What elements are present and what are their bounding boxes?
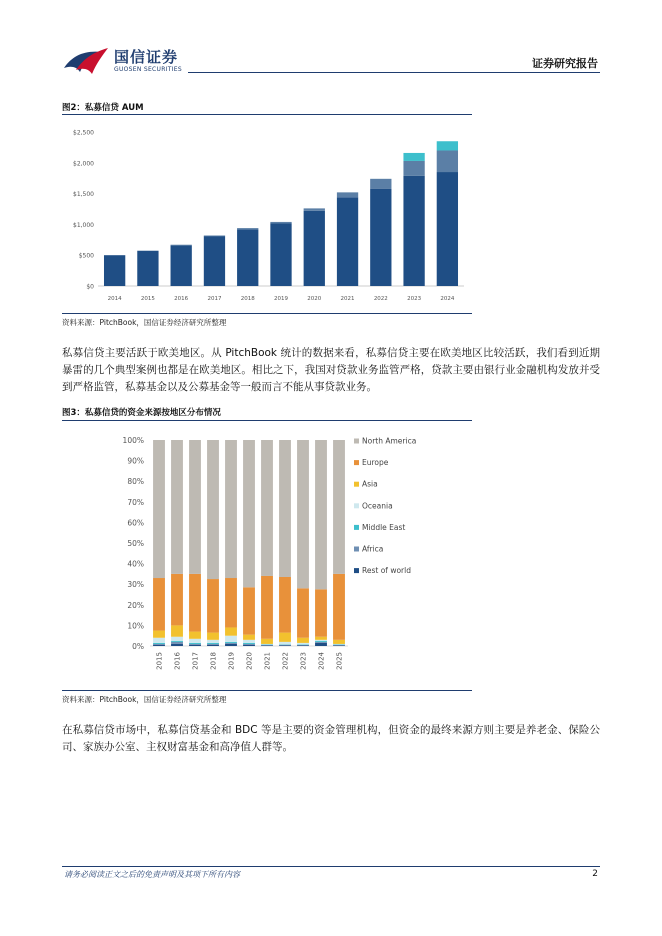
bar-segment	[153, 643, 165, 644]
y-tick-label: 40%	[127, 559, 144, 569]
bar-segment	[337, 192, 358, 197]
legend-label: North America	[362, 436, 417, 446]
bar-segment	[243, 587, 255, 634]
bar-segment	[437, 141, 458, 150]
legend-swatch	[354, 525, 359, 530]
x-tick-label: 2019	[274, 296, 288, 302]
bar-segment	[261, 639, 273, 644]
bar-segment	[207, 643, 219, 644]
y-tick-label: 0%	[132, 642, 144, 651]
bar-segment	[171, 440, 183, 574]
y-tick-label: $500	[78, 252, 94, 260]
bar-segment	[437, 172, 458, 286]
bar-segment	[315, 589, 327, 636]
bar-segment	[171, 625, 183, 636]
legend-label: Europe	[362, 458, 389, 468]
bar-segment	[153, 644, 165, 645]
bar-segment	[237, 228, 258, 229]
bar-segment	[315, 642, 327, 643]
bar-segment	[370, 189, 391, 286]
bar-segment	[403, 153, 424, 161]
bar-segment	[171, 644, 183, 646]
bar-segment	[243, 645, 255, 646]
bar-segment	[333, 440, 345, 574]
paragraph-1: 私募信贷主要活跃于欧美地区。从 PitchBook 统计的数据来看，私募信贷主要在欧美地区比较活跃，我们看到近期暴雷的几个典型案例也都是在欧美地区。相比之下，我国对贷款业务监管严格，贷款主要由银行业金融机构发放并受到严格监管，私募基金以及公募基金等一般而言不能从事贷款业务。	[62, 347, 600, 393]
brand-name-cn: 国信证券	[114, 48, 179, 66]
bar-segment	[207, 640, 219, 643]
x-tick-label: 2022	[373, 296, 388, 302]
bar-segment	[171, 245, 192, 246]
legend-swatch	[354, 547, 359, 552]
bar-segment	[261, 440, 273, 576]
x-tick-label: 2020	[307, 296, 322, 302]
x-tick-label: 2020	[245, 652, 254, 670]
bar-segment	[189, 644, 201, 645]
bar-segment	[237, 229, 258, 286]
bar-segment	[171, 642, 183, 644]
bar-segment	[297, 638, 309, 643]
bar-segment	[261, 644, 273, 645]
x-tick-label: 2025	[335, 652, 344, 670]
figure-1-bottom-rule	[62, 313, 472, 314]
bar-segment	[403, 176, 424, 286]
y-tick-label: 90%	[127, 456, 144, 466]
bar-segment	[189, 645, 201, 646]
paragraph-2: 在私募信贷市场中，私募信贷基金和 BDC 等是主要的资金管理机构，但资金的最终来源方则主要是养老金、保险公司、家族办公室、主权财富基金和高净值人群等。	[62, 724, 600, 753]
aum-bar-chart	[62, 118, 472, 313]
brand-logo-icon	[62, 46, 110, 76]
bar-segment	[225, 440, 237, 578]
x-tick-label: 2017	[191, 652, 200, 670]
bar-segment	[261, 576, 273, 639]
bar-segment	[333, 644, 345, 645]
bar-segment	[207, 633, 219, 640]
bar-segment	[304, 211, 325, 286]
bar-segment	[153, 440, 165, 578]
legend-swatch	[354, 482, 359, 487]
x-tick-label: 2023	[299, 652, 308, 670]
y-tick-label: 30%	[127, 580, 144, 590]
brand-logo	[62, 44, 202, 78]
bar-segment	[189, 643, 201, 644]
x-tick-label: 2015	[155, 652, 164, 670]
bar-segment	[171, 641, 183, 642]
bar-segment	[189, 632, 201, 639]
y-tick-label: $1,500	[73, 191, 94, 199]
bar-segment	[189, 440, 201, 574]
figure-2-source: 资料来源：PitchBook，国信证券经济研究所整理	[62, 695, 227, 704]
bar-segment	[243, 644, 255, 645]
x-tick-label: 2015	[140, 296, 155, 302]
bar-segment	[104, 255, 125, 286]
bar-segment	[225, 642, 237, 643]
figure-2-title: 图3：私募信贷的资金来源按地区分布情况	[62, 408, 221, 418]
bar-segment	[153, 631, 165, 638]
bar-segment	[279, 577, 291, 633]
bar-segment	[261, 645, 273, 646]
y-tick-label: 100%	[122, 436, 144, 445]
x-tick-label: 2022	[281, 652, 290, 670]
footer-disclaimer: 请务必阅读正文之后的免责声明及其项下所有内容	[64, 870, 240, 879]
bar-segment	[153, 645, 165, 646]
bar-segment	[315, 643, 327, 646]
bar-segment	[315, 637, 327, 640]
y-tick-label: 80%	[127, 477, 144, 487]
x-tick-label: 2023	[407, 296, 422, 302]
bar-segment	[333, 645, 345, 646]
brand-name-en: GUOSEN SECURITIES	[114, 66, 183, 73]
bar-segment	[333, 574, 345, 640]
bar-segment	[225, 636, 237, 642]
x-tick-label: 2016	[174, 296, 189, 302]
legend-label: Africa	[362, 544, 384, 554]
bar-segment	[225, 643, 237, 644]
figure-2-bottom-rule	[62, 690, 472, 691]
legend-label: Asia	[362, 479, 378, 489]
x-tick-label: 2014	[107, 296, 122, 302]
bar-segment	[225, 644, 237, 646]
bar-segment	[225, 578, 237, 627]
bar-segment	[279, 642, 291, 644]
bar-segment	[189, 574, 201, 632]
figure-1-top-rule	[62, 114, 472, 115]
bar-segment	[333, 640, 345, 644]
x-tick-label: 2024	[440, 296, 455, 302]
bar-segment	[153, 578, 165, 631]
bar-segment	[153, 638, 165, 643]
bar-segment	[207, 440, 219, 579]
bar-segment	[270, 222, 291, 223]
bar-segment	[137, 251, 158, 286]
bar-segment	[171, 245, 192, 286]
figure-2-top-rule	[62, 420, 472, 421]
bar-segment	[207, 579, 219, 633]
bar-segment	[297, 588, 309, 637]
x-tick-label: 2017	[207, 296, 222, 302]
y-tick-label: 50%	[127, 539, 144, 548]
y-tick-label: 10%	[127, 621, 144, 631]
x-tick-label: 2018	[240, 296, 255, 302]
x-tick-label: 2024	[317, 652, 326, 670]
figure-1-title: 图2：私募信贷 AUM	[62, 103, 144, 113]
bar-segment	[171, 574, 183, 626]
bar-segment	[171, 637, 183, 641]
x-tick-label: 2018	[209, 652, 218, 670]
x-tick-label: 2016	[173, 652, 182, 670]
bar-segment	[279, 440, 291, 577]
bar-segment	[370, 179, 391, 189]
figure-1-source: 资料来源：PitchBook，国信证券经济研究所整理	[62, 318, 227, 327]
x-tick-label: 2019	[227, 652, 236, 670]
bar-segment	[243, 640, 255, 643]
legend-swatch	[354, 568, 359, 573]
bar-segment	[207, 644, 219, 645]
bar-segment	[279, 645, 291, 646]
bar-segment	[243, 643, 255, 644]
legend-swatch	[354, 503, 359, 508]
y-tick-label: $2,000	[73, 160, 94, 168]
bar-segment	[315, 641, 327, 642]
page-number: 2	[592, 869, 598, 879]
report-type: 证券研究报告	[532, 57, 598, 70]
bar-segment	[297, 440, 309, 588]
bar-segment	[315, 640, 327, 641]
bar-segment	[337, 197, 358, 286]
y-tick-label: $0	[86, 283, 94, 291]
bar-segment	[207, 645, 219, 646]
bar-segment	[189, 639, 201, 643]
bar-segment	[279, 633, 291, 642]
y-tick-label: 60%	[127, 518, 144, 528]
bar-segment	[297, 645, 309, 646]
region-share-chart	[62, 424, 472, 688]
bar-segment	[243, 440, 255, 587]
bar-segment	[297, 643, 309, 645]
y-tick-label: 70%	[127, 497, 144, 507]
legend-label: Oceania	[362, 501, 393, 511]
footer-divider	[62, 866, 600, 867]
legend-label: Middle East	[362, 522, 406, 532]
bar-segment	[204, 235, 225, 236]
y-tick-label: 20%	[127, 600, 144, 610]
x-tick-label: 2021	[263, 652, 272, 670]
legend-swatch	[354, 439, 359, 444]
bar-segment	[270, 223, 291, 286]
bar-segment	[279, 645, 291, 646]
bar-segment	[437, 150, 458, 172]
y-tick-label: $2,500	[73, 129, 94, 137]
y-tick-label: $1,000	[73, 221, 94, 229]
bar-segment	[315, 440, 327, 589]
x-tick-label: 2021	[340, 296, 355, 302]
header-divider	[188, 72, 600, 73]
bar-segment	[403, 161, 424, 176]
bar-segment	[304, 208, 325, 210]
legend-swatch	[354, 460, 359, 465]
bar-segment	[204, 236, 225, 286]
bar-segment	[225, 627, 237, 635]
legend-label: Rest of world	[362, 566, 411, 576]
bar-segment	[243, 635, 255, 640]
